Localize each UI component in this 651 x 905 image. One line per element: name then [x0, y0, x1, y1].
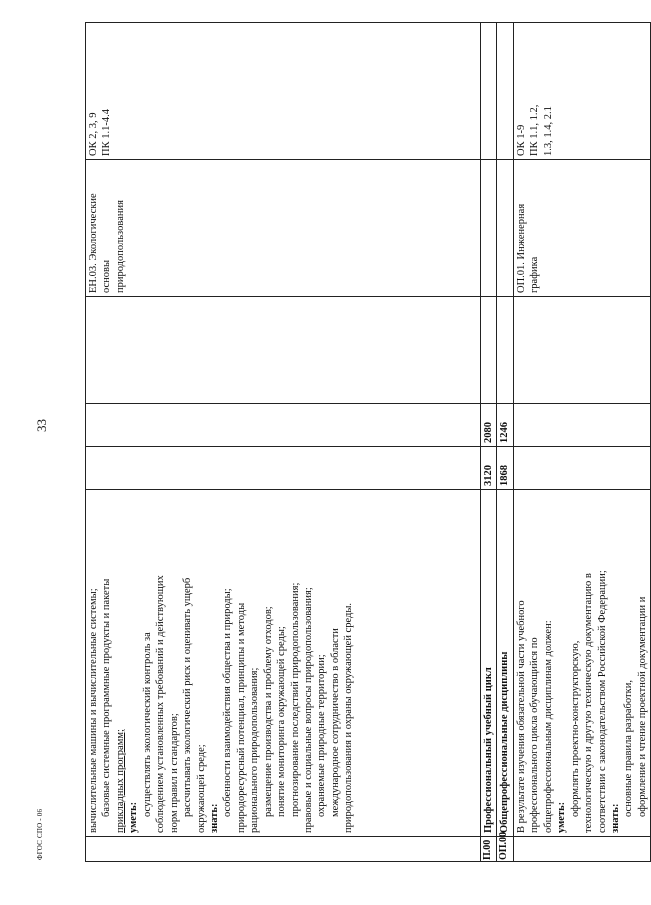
table-row: [481, 23, 497, 862]
text-line: базовые системные программные продукты и пакеты: [101, 578, 113, 817]
discipline-name: природопользования: [114, 200, 126, 293]
text-line: охраняемые природные территории;: [316, 654, 328, 817]
curriculum-table: [85, 22, 651, 862]
znat-label: знать:: [609, 803, 621, 833]
competency-code: ОК 2, 3, 9: [88, 112, 99, 156]
text-line: основные правила разработки,: [623, 680, 635, 817]
section-title: Общепрофессиональные дисциплины: [497, 490, 513, 837]
text-line: окружающей среде;: [195, 744, 207, 833]
discipline-cell: [86, 160, 481, 297]
text-line: осуществлять экологический контроль за: [141, 632, 153, 817]
text-line: оформление и чтение проектной документации и: [636, 596, 648, 817]
page-number: 33: [34, 419, 49, 432]
table-row: [513, 23, 650, 862]
competency-code: ПК 1.1-4.4: [101, 109, 113, 156]
text-line: прикладных программ;: [114, 729, 126, 833]
empty-cell: [497, 23, 513, 160]
text-line: понятие мониторинга окружающей среды;: [276, 626, 288, 817]
umet-label: уметь:: [128, 801, 140, 833]
class-hours-cell: [86, 404, 481, 447]
class-hours-value: 2080: [481, 404, 497, 447]
footer-doc-code: ФГОС СПО - 06: [36, 808, 44, 860]
max-hours-value: 1868: [497, 447, 513, 490]
discipline-name: графика: [529, 256, 541, 293]
section-code: ОП.00: [497, 837, 513, 862]
table-row: [497, 23, 513, 862]
max-hours-cell: [86, 447, 481, 490]
text-line: международное сотрудничество в области: [329, 628, 341, 817]
class-hours-cell: [513, 404, 650, 447]
text-line: технологическую и другую техническую документацию в: [583, 573, 595, 833]
empty-cell: [497, 160, 513, 297]
text-line: размещение производства и проблему отходов;: [262, 606, 274, 817]
cycle-title: Профессиональный учебный цикл: [481, 490, 497, 837]
empty-cell: [481, 160, 497, 297]
text-line: соблюдением установленных требований и действующих: [155, 575, 167, 833]
cycle-code: П.00: [481, 837, 497, 862]
text-line: профессионального цикла обучающийся по: [529, 637, 541, 833]
empty-cell: [497, 297, 513, 404]
text-line: правовые и социальные вопросы природопользования;: [303, 587, 314, 833]
text-line: природоресурсный потенциал, принципы и методы: [235, 602, 247, 833]
text-line: рассчитывать экологический риск и оценивать ущерб: [182, 577, 194, 817]
znat-label: знать:: [208, 803, 220, 833]
table-row: [86, 23, 481, 862]
class-hours-value: 1246: [497, 404, 513, 447]
empty-cell: [481, 23, 497, 160]
max-hours-cell: [513, 447, 650, 490]
text-line: рационального природопользования;: [249, 667, 261, 833]
empty-cell: [86, 297, 481, 404]
discipline-cell: [513, 160, 650, 297]
umet-label: уметь:: [556, 801, 568, 833]
code-cell: [86, 837, 481, 862]
text-line: В результате изучения обязательной части учебного: [515, 600, 527, 833]
discipline-name: ОП.01. Инженерная: [515, 203, 527, 293]
competency-code: ПК 1.1, 1.2,: [529, 104, 541, 156]
discipline-name: основы: [101, 259, 113, 293]
rotated-table-container: [85, 30, 648, 862]
empty-cell: [481, 297, 497, 404]
competency-code: ОК 1-9: [515, 124, 527, 156]
empty-cell: [513, 297, 650, 404]
competency-cell: [513, 23, 650, 160]
text-line: общепрофессиональным дисциплинам должен:: [542, 620, 554, 833]
code-cell: [513, 837, 650, 862]
text-line: прогнозирование последствий природопользования;: [289, 582, 301, 817]
requirements-cell: [513, 490, 650, 837]
competency-cell: [86, 23, 481, 160]
max-hours-value: 3120: [481, 447, 497, 490]
text-line: вычислительные машины и вычислительные системы;: [88, 588, 99, 833]
text-line: особенности взаимодействия общества и природы;: [222, 588, 234, 817]
text-line: оформлять проектно-конструкторскую,: [569, 640, 581, 817]
text-line: природопользования и охраны окружающей среды.: [343, 602, 355, 833]
competency-code: 1.3, 1.4, 2.1: [542, 106, 554, 156]
text-line: норм правил и стандартов;: [168, 713, 180, 833]
text-line: соответствии с законодательством Российской Федерации;: [596, 570, 608, 833]
requirements-cell: [86, 490, 481, 837]
discipline-name: ЕН.03. Экологические: [88, 193, 99, 293]
